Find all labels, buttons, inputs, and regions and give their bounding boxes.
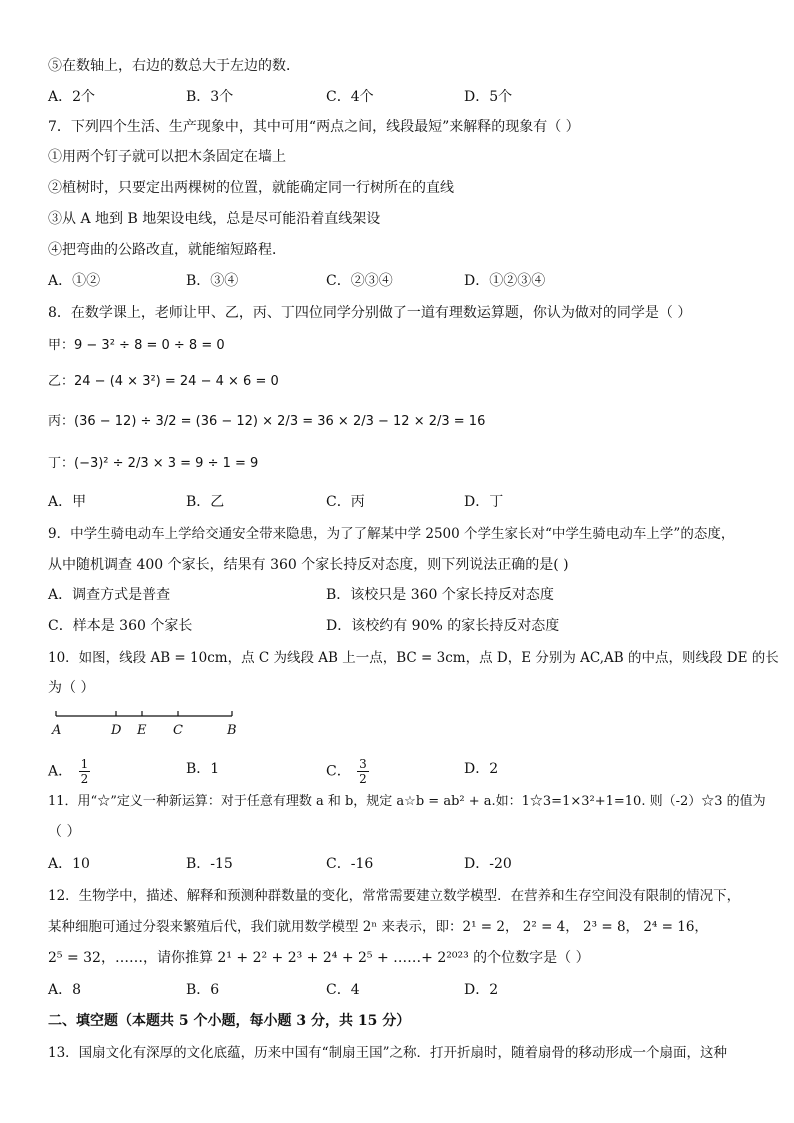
label-a: A <box>52 723 62 738</box>
q6-option-c: C．4个 <box>326 89 374 105</box>
q6-statement-5: ⑤在数轴上，右边的数总大于左边的数． <box>48 58 300 74</box>
q9-option-b: B．该校只是 360 个家长持反对态度 <box>326 587 554 603</box>
q10-option-a-letter: A． <box>48 763 73 780</box>
q8-bing: 丙：(36 − 12) ÷ 3/2 = (36 − 12) × 2/3 = 36 × 2/3 − 12 × 2/3 = 16 <box>48 414 486 429</box>
q7-option-d: D．①②③④ <box>464 273 546 289</box>
q8-option-d: D．丁 <box>464 494 504 510</box>
fraction-denominator: 2 <box>359 772 367 786</box>
q12-stem-line3: 2⁵ = 32，……，请你推算 2¹ + 2² + 2³ + 2⁴ + 2⁵ + ……+ 2²⁰²³ 的个位数字是（ ） <box>48 950 590 966</box>
q7-option-c: C．②③④ <box>326 273 393 289</box>
q8-option-a: A．甲 <box>48 494 87 510</box>
q8-jia: 甲：9 − 3² ÷ 8 = 0 ÷ 8 = 0 <box>48 338 225 353</box>
q13-stem-line1: 13．国扇文化有深厚的文化底蕴，历来中国有“制扇王国”之称．打开折扇时，随着扇骨的移动形成一个扇面，这种 <box>48 1045 727 1061</box>
label-d: D <box>111 723 122 738</box>
q10-option-d: D．2 <box>464 761 499 777</box>
q10-option-c-letter: C． <box>326 763 351 780</box>
q10-option-c-fraction <box>357 757 369 786</box>
label-c: C <box>173 723 183 738</box>
q6-option-d: D．5个 <box>464 89 513 105</box>
q10-stem-line1: 10．如图，线段 AB = 10cm，点 C 为线段 AB 上一点，BC = 3cm，点 D，E 分别为 AC,AB 的中点，则线段 DE 的长 <box>48 650 779 666</box>
q8-yi: 乙：24 − (4 × 3²) = 24 − 4 × 6 = 0 <box>48 374 279 389</box>
q12-stem-line2: 某种细胞可通过分裂来繁殖后代，我们就用数学模型 2ⁿ 来表示，即：2¹ = 2， 2² = 4， 2³ = 8， 2⁴ = 16， <box>48 919 708 935</box>
q8-option-c: C．丙 <box>326 494 365 510</box>
q8-option-b: B．乙 <box>186 494 225 510</box>
q9-stem-line2: 从中随机调查 400 个家长，结果有 360 个家长持反对态度，则下列说法正确的是( ) <box>48 557 569 573</box>
q7-stem: 7．下列四个生活、生产现象中，其中可用“两点之间，线段最短”来解释的现象有（ ） <box>48 119 580 135</box>
q12-option-b: B．6 <box>186 982 220 998</box>
q7-option-b: B．③④ <box>186 273 239 289</box>
q7-item-3: ③从 A 地到 B 地架设电线，总是尽可能沿着直线架设 <box>48 211 381 227</box>
q9-option-a: A．调查方式是普查 <box>48 587 171 603</box>
q9-option-d: D．该校约有 90% 的家长持反对态度 <box>326 618 560 634</box>
q10-option-a-fraction <box>79 757 91 786</box>
section-2-heading: 二、填空题（本题共 5 个小题，每小题 3 分，共 15 分） <box>48 1013 411 1029</box>
q6-option-b: B．3个 <box>186 89 234 105</box>
q6-option-a: A．2个 <box>48 89 96 105</box>
label-b: B <box>227 723 237 738</box>
q12-stem-line1: 12．生物学中，描述、解释和预测种群数量的变化，常常需要建立数学模型．在营养和生存空间没有限制的情况下， <box>48 888 741 904</box>
q9-option-c: C．样本是 360 个家长 <box>48 618 193 634</box>
segment-figure <box>44 706 244 738</box>
q12-option-c: C．4 <box>326 982 360 998</box>
q11-option-d: D．-20 <box>464 856 512 872</box>
q7-item-2: ②植树时，只要定出两棵树的位置，就能确定同一行树所在的直线 <box>48 180 454 196</box>
q10-option-b: B．1 <box>186 761 220 777</box>
q12-option-d: D．2 <box>464 982 499 998</box>
q7-option-a: A．①② <box>48 273 101 289</box>
q8-ding: 丁：(−3)² ÷ 2/3 × 3 = 9 ÷ 1 = 9 <box>48 456 259 471</box>
q10-option-c <box>326 757 369 786</box>
label-e: E <box>137 723 147 738</box>
q9-stem-line1: 9．中学生骑电动车上学给交通安全带来隐患，为了了解某中学 2500 个学生家长对“中学生骑电动车上学”的态度， <box>48 526 735 542</box>
q11-option-b: B．-15 <box>186 856 233 872</box>
q10-option-a <box>48 757 90 786</box>
q7-item-1: ①用两个钉子就可以把木条固定在墙上 <box>48 149 286 165</box>
fraction-denominator: 2 <box>80 772 89 786</box>
q10-stem-line2: 为（ ） <box>48 680 95 696</box>
q11-option-a: A．10 <box>48 856 90 872</box>
q7-item-4: ④把弯曲的公路改直，就能缩短路程． <box>48 242 286 258</box>
q11-stem-line1: 11．用“☆”定义一种新运算：对于任意有理数 a 和 b，规定 a☆b = ab² + a.如：1☆3=1×3²+1=10. 则（-2）☆3 的值为 <box>48 794 766 809</box>
q11-option-c: C．-16 <box>326 856 374 872</box>
fraction-numerator: 1 <box>80 757 89 771</box>
q8-stem: 8．在数学课上，老师让甲、乙，丙、丁四位同学分别做了一道有理数运算题，你认为做对的同学是（ ） <box>48 305 692 321</box>
q11-stem-line2: （ ） <box>48 824 81 840</box>
q12-option-a: A．8 <box>48 982 82 998</box>
fraction-numerator: 3 <box>359 757 367 771</box>
